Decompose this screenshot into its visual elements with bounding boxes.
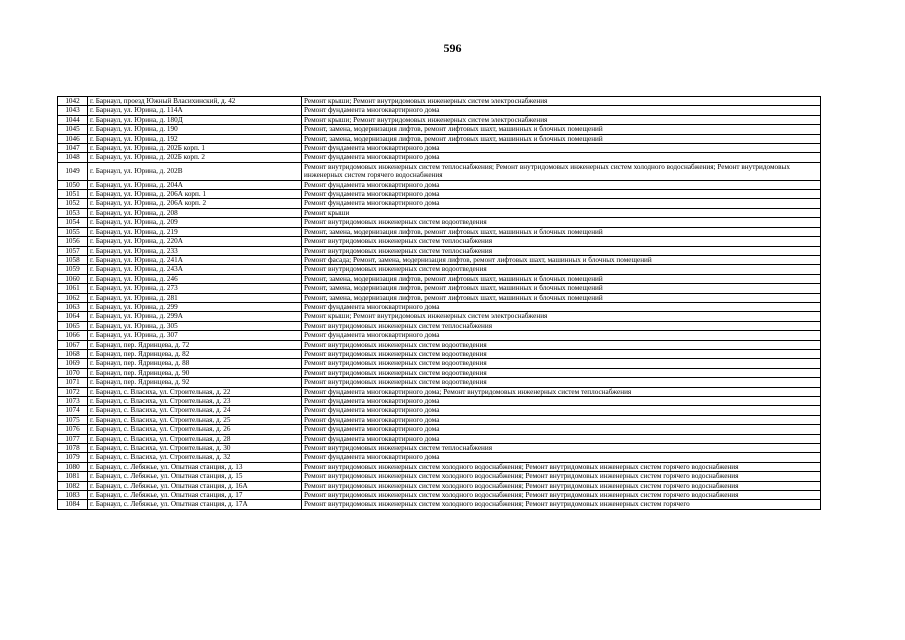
address-cell: г. Барнаул, ул. Юрина, д. 273 [88,284,302,293]
row-number-cell: 1052 [58,199,88,208]
address-cell: г. Барнаул, ул. Юрина, д. 281 [88,293,302,302]
row-number-cell: 1051 [58,190,88,199]
work-type-cell: Ремонт крыши; Ремонт внутридомовых инженерных систем электроснабжения [302,97,821,106]
address-cell: г. Барнаул, с. Лебяжье, ул. Опытная станция, д. 16А [88,481,302,490]
table-row [58,397,821,406]
table-row [58,368,821,377]
row-number-cell: 1049 [58,162,88,180]
address-cell: г. Барнаул, ул. Юрина, д. 307 [88,331,302,340]
table-row [58,453,821,462]
row-number-cell: 1073 [58,397,88,406]
work-type-cell: Ремонт внутридомовых инженерных систем водоотведения [302,340,821,349]
table-row [58,340,821,349]
table-row [58,284,821,293]
work-type-cell: Ремонт, замена, модернизация лифтов, ремонт лифтовых шахт, машинных и блочных помещений [302,293,821,302]
table-row [58,255,821,264]
work-type-cell: Ремонт фундамента многоквартирного дома [302,190,821,199]
work-type-cell: Ремонт фундамента многоквартирного дома [302,153,821,162]
work-type-cell: Ремонт, замена, модернизация лифтов, ремонт лифтовых шахт, машинных и блочных помещений [302,134,821,143]
work-type-cell: Ремонт крыши; Ремонт внутридомовых инженерных систем электроснабжения [302,115,821,124]
row-number-cell: 1068 [58,349,88,358]
address-cell: г. Барнаул, ул. Юрина, д. 204А [88,180,302,189]
work-type-cell: Ремонт фундамента многоквартирного дома [302,106,821,115]
row-number-cell: 1046 [58,134,88,143]
work-type-cell: Ремонт внутридомовых инженерных систем водоотведения [302,378,821,387]
row-number-cell: 1064 [58,312,88,321]
work-type-cell: Ремонт внутридомовых инженерных систем холодного водоснабжения; Ремонт внутридомовых инженерных систем горячего водоснабжения [302,472,821,481]
table-row [58,359,821,368]
table-row [58,190,821,199]
row-number-cell: 1077 [58,434,88,443]
address-cell: г. Барнаул, ул. Юрина, д. 206А корп. 2 [88,199,302,208]
row-number-cell: 1079 [58,453,88,462]
row-number-cell: 1074 [58,406,88,415]
work-type-cell: Ремонт фундамента многоквартирного дома [302,406,821,415]
works-table-body [58,97,821,510]
row-number-cell: 1061 [58,284,88,293]
address-cell: г. Барнаул, с. Лебяжье, ул. Опытная станция, д. 13 [88,462,302,471]
work-type-cell: Ремонт фундамента многоквартирного дома [302,415,821,424]
address-cell: г. Барнаул, ул. Юрина, д. 219 [88,227,302,236]
address-cell: г. Барнаул, с. Власиха, ул. Строительная, д. 23 [88,397,302,406]
table-row [58,180,821,189]
table-row [58,444,821,453]
work-type-cell: Ремонт фундамента многоквартирного дома [302,180,821,189]
table-row [58,106,821,115]
work-type-cell: Ремонт фундамента многоквартирного дома [302,397,821,406]
row-number-cell: 1082 [58,481,88,490]
address-cell: г. Барнаул, ул. Юрина, д. 192 [88,134,302,143]
row-number-cell: 1071 [58,378,88,387]
address-cell: г. Барнаул, ул. Юрина, д. 305 [88,321,302,330]
work-type-cell: Ремонт фундамента многоквартирного дома; Ремонт внутридомовых инженерных систем теплоснабжения [302,387,821,396]
row-number-cell: 1063 [58,302,88,311]
work-type-cell: Ремонт, замена, модернизация лифтов, ремонт лифтовых шахт, машинных и блочных помещений [302,274,821,283]
table-row [58,274,821,283]
table-row [58,302,821,311]
row-number-cell: 1042 [58,97,88,106]
address-cell: г. Барнаул, ул. Юрина, д. 114А [88,106,302,115]
work-type-cell: Ремонт крыши; Ремонт внутридомовых инженерных систем электроснабжения [302,312,821,321]
row-number-cell: 1047 [58,144,88,153]
row-number-cell: 1078 [58,444,88,453]
address-cell: г. Барнаул, пер. Ядринцева, д. 88 [88,359,302,368]
table-row [58,293,821,302]
table-row [58,265,821,274]
work-type-cell: Ремонт, замена, модернизация лифтов, ремонт лифтовых шахт, машинных и блочных помещений [302,227,821,236]
table-row [58,321,821,330]
address-cell: г. Барнаул, пер. Ядринцева, д. 72 [88,340,302,349]
address-cell: г. Барнаул, ул. Юрина, д. 209 [88,218,302,227]
table-row [58,349,821,358]
row-number-cell: 1060 [58,274,88,283]
table-row [58,312,821,321]
work-type-cell: Ремонт фасада; Ремонт, замена, модернизация лифтов, ремонт лифтовых шахт, машинных и блочных помещений [302,255,821,264]
work-type-cell: Ремонт внутридомовых инженерных систем холодного водоснабжения; Ремонт внутридомовых инженерных систем горячего водоснабжения [302,462,821,471]
row-number-cell: 1045 [58,125,88,134]
work-type-cell: Ремонт фундамента многоквартирного дома [302,434,821,443]
address-cell: г. Барнаул, с. Власиха, ул. Строительная, д. 28 [88,434,302,443]
row-number-cell: 1065 [58,321,88,330]
work-type-cell: Ремонт внутридомовых инженерных систем теплоснабжения [302,237,821,246]
address-cell: г. Барнаул, с. Власиха, ул. Строительная, д. 26 [88,425,302,434]
row-number-cell: 1050 [58,180,88,189]
row-number-cell: 1048 [58,153,88,162]
table-row [58,387,821,396]
table-row [58,472,821,481]
row-number-cell: 1070 [58,368,88,377]
table-row [58,125,821,134]
address-cell: г. Барнаул, с. Власиха, ул. Строительная, д. 32 [88,453,302,462]
work-type-cell: Ремонт внутридомовых инженерных систем теплоснабжения [302,321,821,330]
table-row [58,144,821,153]
table-row [58,481,821,490]
work-type-cell: Ремонт внутридомовых инженерных систем водоотведения [302,265,821,274]
row-number-cell: 1058 [58,255,88,264]
address-cell: г. Барнаул, ул. Юрина, д. 299 [88,302,302,311]
address-cell: г. Барнаул, с. Лебяжье, ул. Опытная станция, д. 17А [88,500,302,509]
row-number-cell: 1075 [58,415,88,424]
work-type-cell: Ремонт крыши [302,208,821,217]
address-cell: г. Барнаул, пер. Ядринцева, д. 82 [88,349,302,358]
row-number-cell: 1054 [58,218,88,227]
works-table [57,96,821,510]
table-row [58,162,821,180]
address-cell: г. Барнаул, с. Власиха, ул. Строительная, д. 30 [88,444,302,453]
address-cell: г. Барнаул, с. Лебяжье, ул. Опытная станция, д. 17 [88,491,302,500]
address-cell: г. Барнаул, ул. Юрина, д. 202Б корп. 1 [88,144,302,153]
address-cell: г. Барнаул, с. Власиха, ул. Строительная, д. 25 [88,415,302,424]
table-row [58,378,821,387]
work-type-cell: Ремонт, замена, модернизация лифтов, ремонт лифтовых шахт, машинных и блочных помещений [302,125,821,134]
table-row [58,425,821,434]
table-row [58,199,821,208]
address-cell: г. Барнаул, ул. Юрина, д. 202Б корп. 2 [88,153,302,162]
work-type-cell: Ремонт фундамента многоквартирного дома [302,331,821,340]
address-cell: г. Барнаул, ул. Юрина, д. 190 [88,125,302,134]
row-number-cell: 1062 [58,293,88,302]
table-row [58,462,821,471]
address-cell: г. Барнаул, ул. Юрина, д. 208 [88,208,302,217]
row-number-cell: 1080 [58,462,88,471]
table-row [58,500,821,509]
work-type-cell: Ремонт фундамента многоквартирного дома [302,199,821,208]
work-type-cell: Ремонт внутридомовых инженерных систем теплоснабжения [302,444,821,453]
work-type-cell: Ремонт внутридомовых инженерных систем водоотведения [302,359,821,368]
table-row [58,434,821,443]
row-number-cell: 1066 [58,331,88,340]
address-cell: г. Барнаул, пер. Ядринцева, д. 90 [88,368,302,377]
work-type-cell: Ремонт внутридомовых инженерных систем теплоснабжения [302,246,821,255]
address-cell: г. Барнаул, ул. Юрина, д. 202В [88,162,302,180]
address-cell: г. Барнаул, ул. Юрина, д. 180Д [88,115,302,124]
row-number-cell: 1076 [58,425,88,434]
row-number-cell: 1043 [58,106,88,115]
address-cell: г. Барнаул, ул. Юрина, д. 220А [88,237,302,246]
address-cell: г. Барнаул, ул. Юрина, д. 241А [88,255,302,264]
work-type-cell: Ремонт внутридомовых инженерных систем водоотведения [302,349,821,358]
row-number-cell: 1081 [58,472,88,481]
table-row [58,208,821,217]
work-type-cell: Ремонт фундамента многоквартирного дома [302,144,821,153]
table-row [58,97,821,106]
address-cell: г. Барнаул, пер. Ядринцева, д. 92 [88,378,302,387]
row-number-cell: 1055 [58,227,88,236]
row-number-cell: 1059 [58,265,88,274]
row-number-cell: 1072 [58,387,88,396]
row-number-cell: 1056 [58,237,88,246]
work-type-cell: Ремонт внутридомовых инженерных систем холодного водоснабжения; Ремонт внутридомовых инженерных систем горячего водоснабжения [302,491,821,500]
table-row [58,134,821,143]
table-row [58,153,821,162]
table-row [58,115,821,124]
address-cell: г. Барнаул, с. Власиха, ул. Строительная, д. 22 [88,387,302,396]
row-number-cell: 1053 [58,208,88,217]
work-type-cell: Ремонт внутридомовых инженерных систем холодного водоснабжения; Ремонт внутридомовых инженерных систем горячего [302,500,821,509]
row-number-cell: 1083 [58,491,88,500]
row-number-cell: 1057 [58,246,88,255]
address-cell: г. Барнаул, ул. Юрина, д. 299А [88,312,302,321]
row-number-cell: 1067 [58,340,88,349]
table-row [58,246,821,255]
address-cell: г. Барнаул, ул. Юрина, д. 233 [88,246,302,255]
address-cell: г. Барнаул, проезд Южный Власихинский, д. 42 [88,97,302,106]
address-cell: г. Барнаул, с. Лебяжье, ул. Опытная станция, д. 15 [88,472,302,481]
work-type-cell: Ремонт, замена, модернизация лифтов, ремонт лифтовых шахт, машинных и блочных помещений [302,284,821,293]
table-row [58,227,821,236]
address-cell: г. Барнаул, ул. Юрина, д. 243А [88,265,302,274]
table-row [58,415,821,424]
table-row [58,331,821,340]
work-type-cell: Ремонт внутридомовых инженерных систем теплоснабжения; Ремонт внутридомовых инженерных систем холодного водоснабжения; Ремонт внутридомовых инженерных систем горячего водоснабжения [302,162,821,180]
address-cell: г. Барнаул, с. Власиха, ул. Строительная, д. 24 [88,406,302,415]
work-type-cell: Ремонт фундамента многоквартирного дома [302,302,821,311]
page-number: 596 [443,41,462,55]
work-type-cell: Ремонт внутридомовых инженерных систем водоотведения [302,218,821,227]
row-number-cell: 1044 [58,115,88,124]
work-type-cell: Ремонт фундамента многоквартирного дома [302,425,821,434]
table-row [58,237,821,246]
table-row [58,491,821,500]
address-cell: г. Барнаул, ул. Юрина, д. 246 [88,274,302,283]
table-row [58,406,821,415]
address-cell: г. Барнаул, ул. Юрина, д. 206А корп. 1 [88,190,302,199]
work-type-cell: Ремонт фундамента многоквартирного дома [302,453,821,462]
row-number-cell: 1069 [58,359,88,368]
work-type-cell: Ремонт внутридомовых инженерных систем холодного водоснабжения; Ремонт внутридомовых инженерных систем горячего водоснабжения [302,481,821,490]
row-number-cell: 1084 [58,500,88,509]
work-type-cell: Ремонт внутридомовых инженерных систем водоотведения [302,368,821,377]
table-row [58,218,821,227]
